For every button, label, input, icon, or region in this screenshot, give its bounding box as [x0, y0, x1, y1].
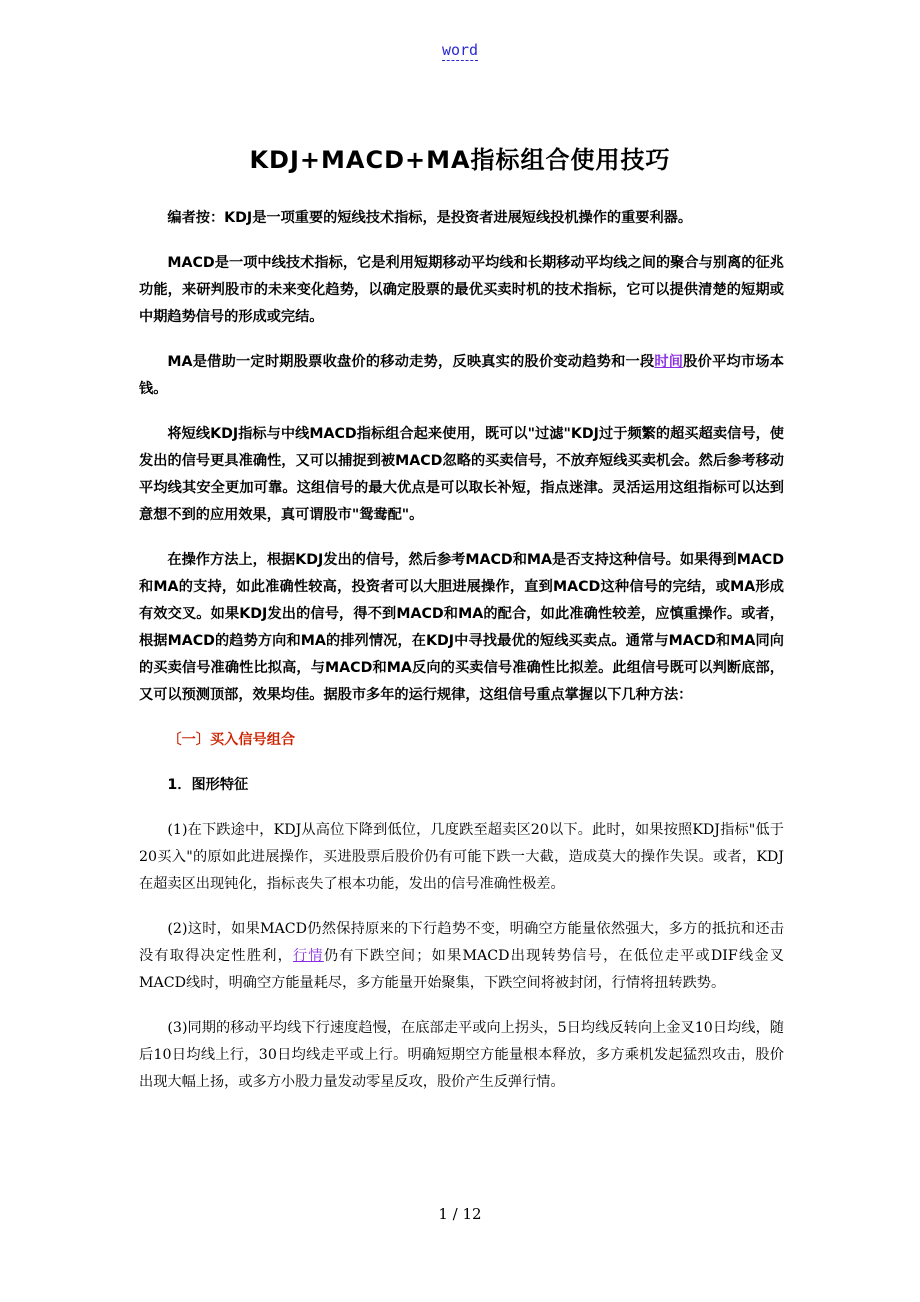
- point-1-paragraph: (1)在下跌途中，KDJ从高位下降到低位，几度跌至超卖区20以下。此时，如果按照KDJ指标"低于20买入"的原如此进展操作，买进股票后股价仍有可能下跌一大截，造成莫大的操作失误。或者，KDJ在超卖区出现钝化，指标丧失了根本功能，发出的信号准确性极差。: [139, 822, 784, 892]
- combination-paragraph: 将短线KDJ指标与中线MACD指标组合起来使用，既可以"过滤"KDJ过于频繁的超买超卖信号，使发出的信号更具准确性，又可以捕捉到被MACD忽略的买卖信号，不放弃短线买卖机会。然后参考移动平均线其安全更加可靠。这组信号的最大优点是可以取长补短，指点迷津。灵活运用这组指标可以达到意想不到的应用效果，真可谓股市"鸳鸯配"。: [139, 426, 784, 523]
- point-2-text-b: 仍有下跌空间；如果MACD出现转势信号，在低位走平或DIF线金叉MACD线时，明确空方能量耗尽，多方能量开始聚集，下跌空间将被封闭，行情将扭转跌势。: [139, 948, 784, 991]
- macd-paragraph: MACD是一项中线技术指标，它是利用短期移动平均线和长期移动平均线之间的聚合与别离的征兆功能，来研判股市的未来变化趋势，以确定股票的最优买卖时机的技术指标，它可以提供清楚的短期或中期趋势信号的形成或完结。: [139, 255, 784, 325]
- document-title: KDJ+MACD+MA指标组合使用技巧: [249, 146, 671, 174]
- header-word-link[interactable]: word: [441, 41, 479, 59]
- ma-paragraph: [139, 349, 784, 403]
- ma-text-b: 股价平均市场本钱。: [139, 354, 784, 397]
- page-number: 1 / 12: [438, 1205, 482, 1223]
- point-3-paragraph: (3)同期的移动平均线下行速度趋慢，在底部走平或向上拐头，5日均线反转向上金叉10日均线，随后10日均线上行，30日均线走平或上行。明确短期空方能量根本释放，多方乘机发起猛烈攻击，股价出现大幅上扬，或多方小股力量发动零星反攻，股价产生反弹行情。: [139, 1020, 784, 1090]
- document-body: [139, 205, 784, 1096]
- subsection-pattern-heading: 1．图形特征: [167, 777, 249, 793]
- section-buy-signal-heading: 〔一〕买入信号组合: [167, 732, 296, 748]
- point-2-paragraph: [139, 916, 784, 997]
- editor-note-paragraph: 编者按：KDJ是一项重要的短线技术指标，是投资者进展短线投机操作的重要利器。: [167, 210, 693, 226]
- time-link[interactable]: 时间: [654, 354, 684, 370]
- page-header: [0, 40, 920, 59]
- point-2-text-a: (2)这时，如果MACD仍然保持原来的下行趋势不变，明确空方能量依然强大，多方的抵抗和还击没有取得决定性胜利，: [139, 921, 784, 964]
- market-link[interactable]: 行情: [293, 948, 324, 964]
- method-paragraph: 在操作方法上，根据KDJ发出的信号，然后参考MACD和MA是否支持这种信号。如果得到MACD和MA的支持，如此准确性较高，投资者可以大胆进展操作，直到MACD这种信号的完结，或MA形成有效交叉。如果KDJ发出的信号，得不到MACD和MA的配合，如此准确性较差，应慎重操作。或者，根据MACD的趋势方向和MA的排列情况，在KDJ中寻找最优的短线买卖点。通常与MACD和MA同向的买卖信号准确性比拟高，与MACD和MA反向的买卖信号准确性比拟差。此组信号既可以判断底部，又可以预测顶部，效果均佳。据股市多年的运行规律，这组信号重点掌握以下几种方法：: [139, 552, 784, 703]
- ma-text-a: MA是借助一定时期股票收盘价的移动走势，反映真实的股价变动趋势和一段: [167, 354, 655, 370]
